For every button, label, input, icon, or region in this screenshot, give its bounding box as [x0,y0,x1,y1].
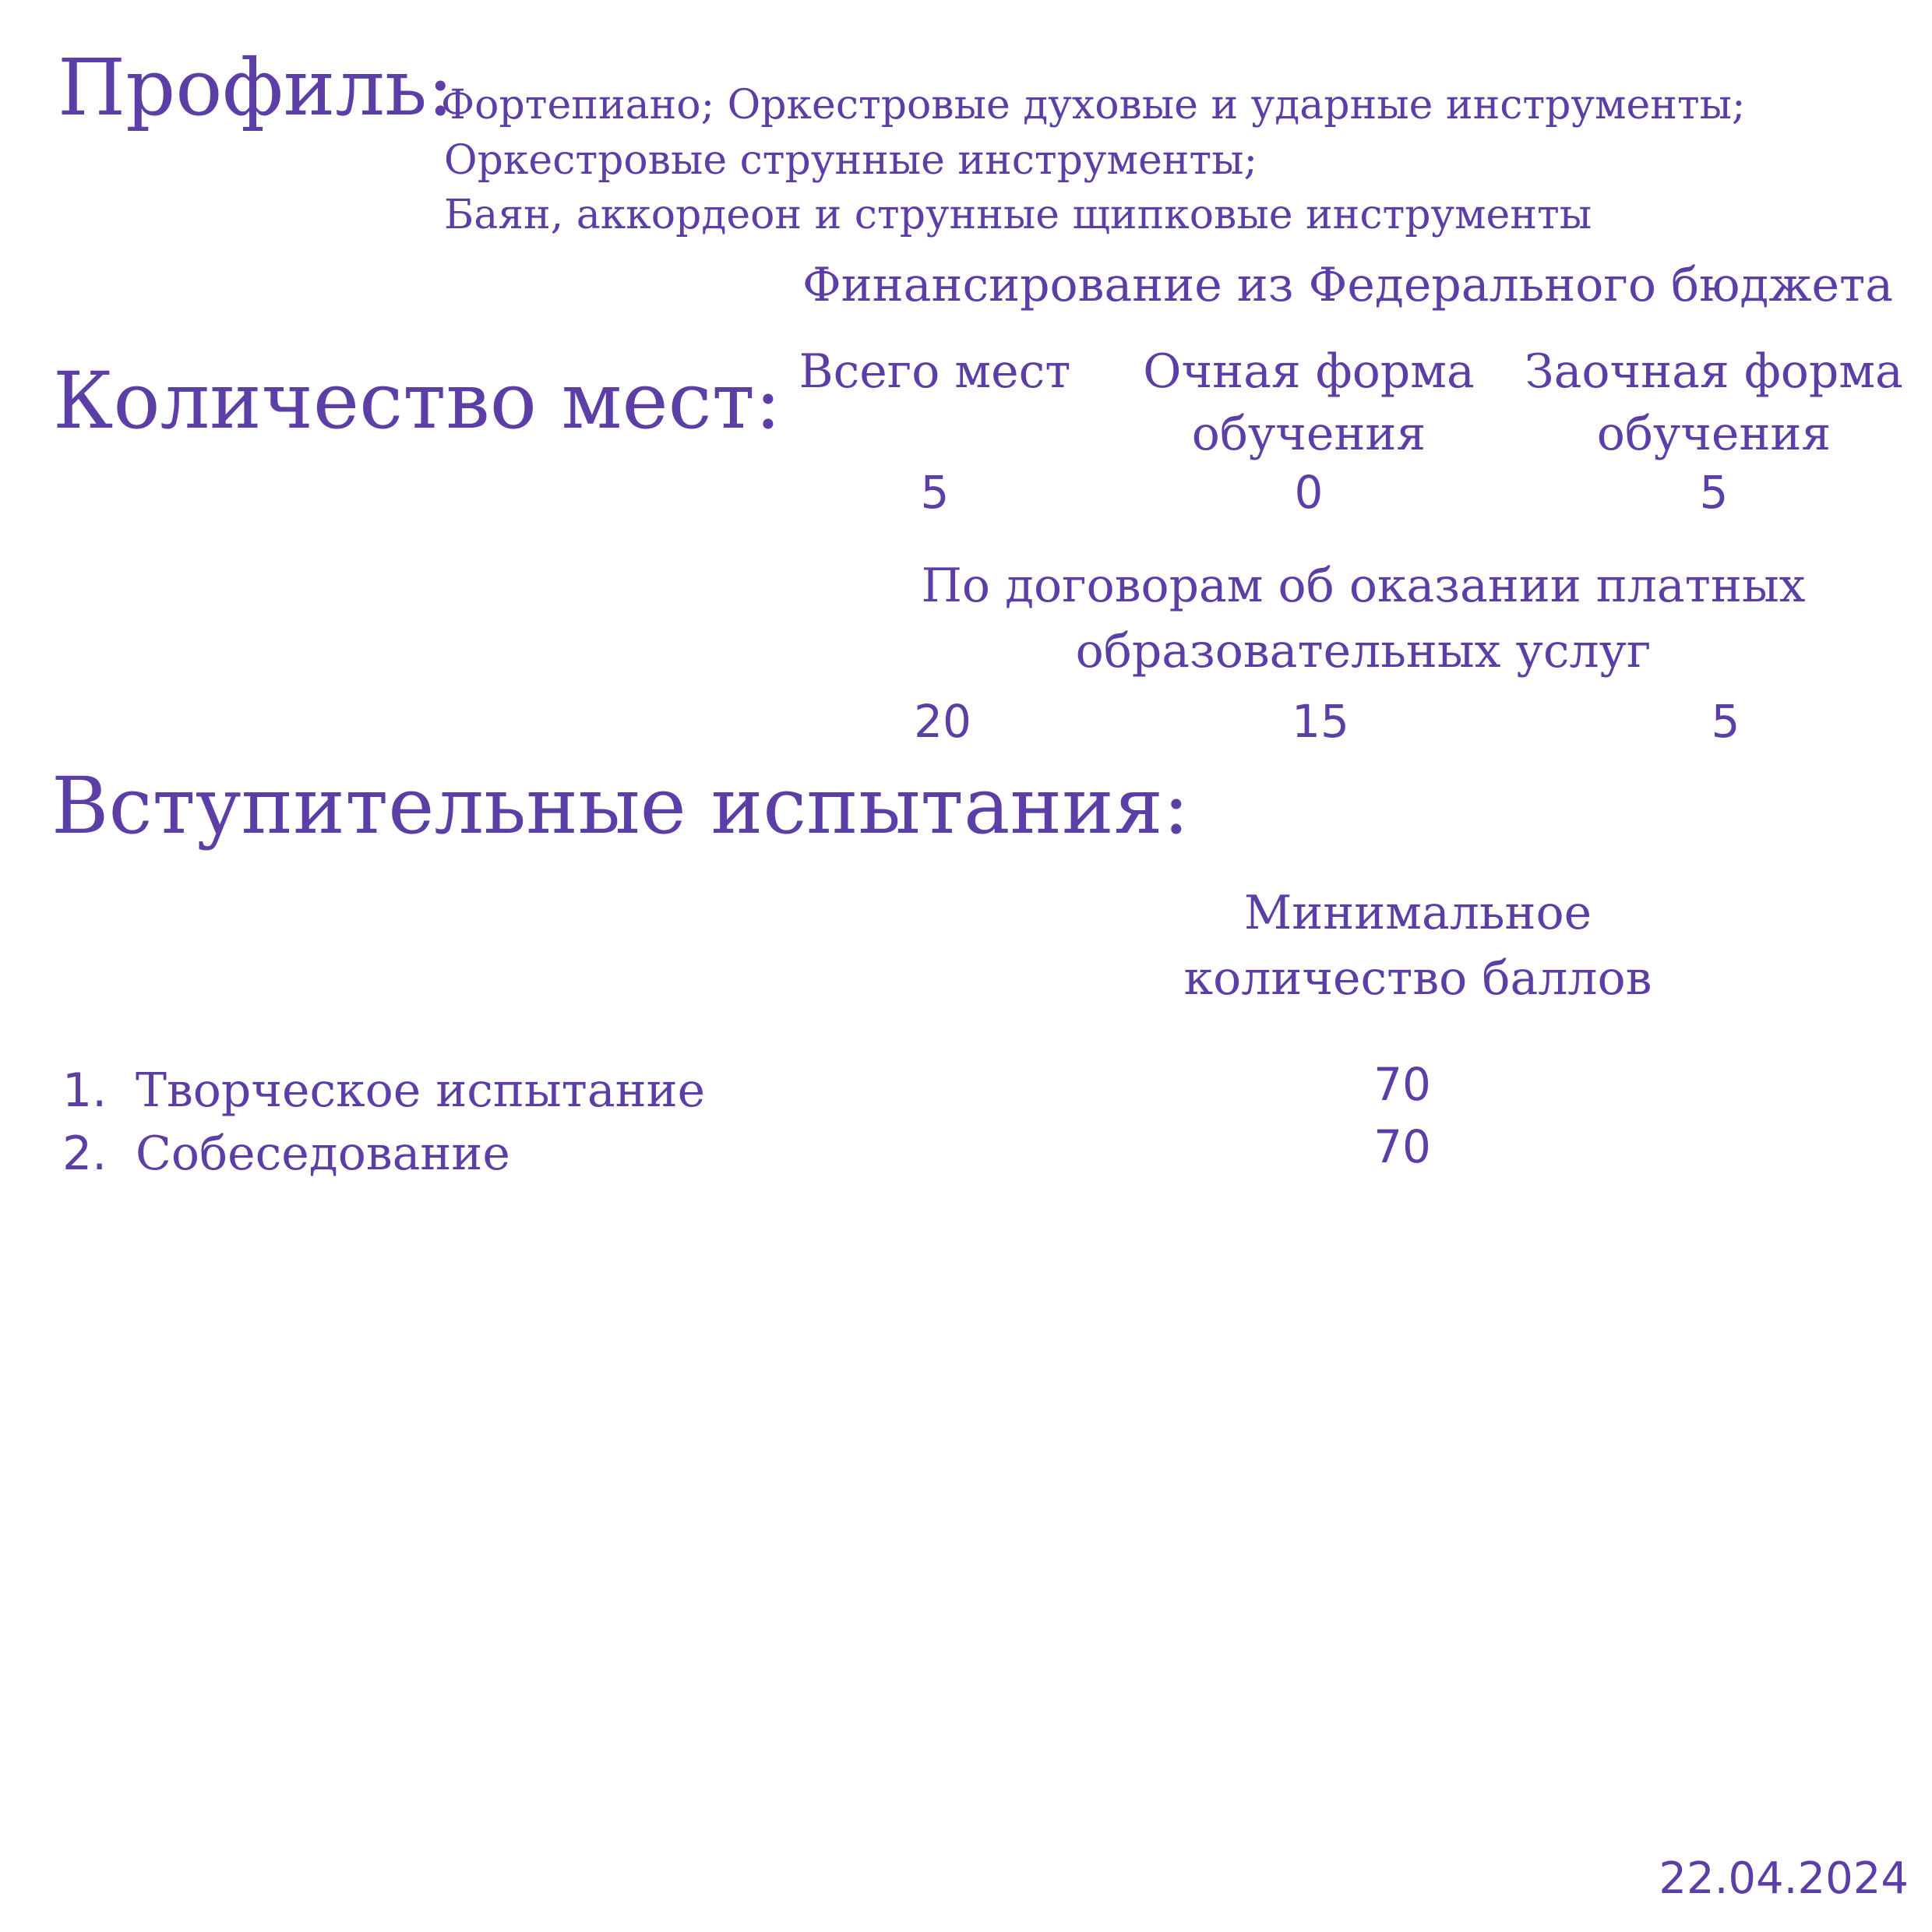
profile-line-1: Фортепиано; Оркестровые духовые и ударные инструменты; [441,82,1746,129]
federal-part-time-value: 5 [1699,466,1729,519]
exam-name: Творческое испытание [136,1063,706,1118]
paid-total-value: 20 [914,695,971,748]
column-header-total: Всего мест [799,344,1071,399]
exam-number: 1. [62,1063,108,1118]
column-header-full-time: Очная форма обучения [1143,344,1475,461]
profile-line-3: Баян, аккордеон и струнные щипковые инструменты [444,192,1592,238]
exam-number: 2. [62,1126,108,1181]
paid-part-time-value: 5 [1711,695,1740,748]
profile-line-2: Оркестровые струнные инструменты; [444,137,1258,184]
exam-name: Собеседование [136,1126,510,1181]
federal-funding-label: Финансирование из Федерального бюджета [802,258,1894,312]
document-date: 22.04.2024 [1659,1853,1909,1904]
exam-min-score: 70 [1373,1120,1431,1173]
paid-services-label: По договорам об оказании платных образовательных услуг [921,559,1806,679]
federal-full-time-value: 0 [1294,466,1324,519]
min-score-label: Минимальное количество баллов [1183,886,1652,1006]
exams-title: Вступительные испытания: [51,760,1190,851]
exam-min-score: 70 [1373,1058,1431,1111]
federal-total-value: 5 [920,466,950,519]
paid-full-time-value: 15 [1292,695,1349,748]
profile-title: Профиль: [58,42,454,133]
column-header-part-time: Заочная форма обучения [1525,344,1903,461]
seats-title: Количество мест: [53,355,781,446]
